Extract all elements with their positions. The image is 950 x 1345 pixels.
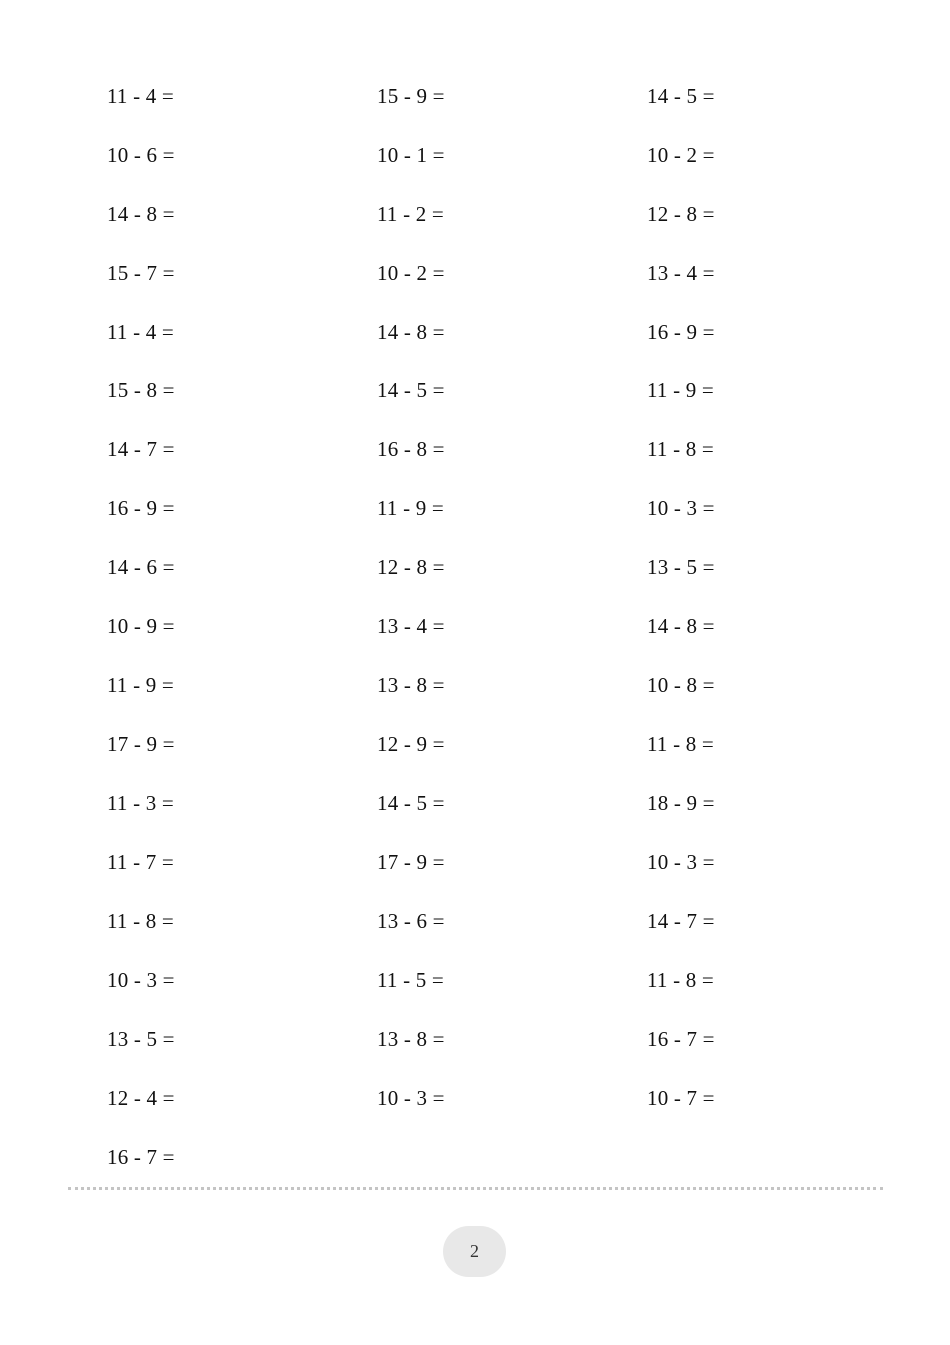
problem: 13 - 6 =	[377, 909, 445, 933]
problem-row	[0, 434, 950, 464]
problem: 11 - 5 =	[377, 968, 444, 992]
problem: 11 - 7 =	[107, 850, 174, 874]
problem-row	[0, 258, 950, 288]
problem: 13 - 4 =	[647, 261, 715, 285]
problem: 12 - 9 =	[377, 732, 445, 756]
problem-row	[0, 140, 950, 170]
problem-row	[0, 199, 950, 229]
problem: 14 - 6 =	[107, 555, 175, 579]
problem-row	[0, 81, 950, 111]
problem-row	[0, 1024, 950, 1054]
problem: 15 - 7 =	[107, 261, 175, 285]
problem: 11 - 8 =	[647, 437, 714, 461]
problem: 10 - 9 =	[107, 614, 175, 638]
page-number: 2	[470, 1241, 479, 1261]
problem-row	[0, 965, 950, 995]
problem: 11 - 9 =	[107, 673, 174, 697]
problem: 10 - 6 =	[107, 143, 175, 167]
problem: 14 - 5 =	[377, 378, 445, 402]
problem: 13 - 5 =	[647, 555, 715, 579]
problem: 16 - 7 =	[107, 1145, 175, 1169]
problem: 14 - 8 =	[647, 614, 715, 638]
problem: 10 - 2 =	[647, 143, 715, 167]
problem: 14 - 8 =	[377, 320, 445, 344]
problem: 11 - 8 =	[647, 968, 714, 992]
problem: 11 - 4 =	[107, 320, 174, 344]
problem: 11 - 2 =	[377, 202, 444, 226]
problem: 10 - 8 =	[647, 673, 715, 697]
problem: 11 - 8 =	[107, 909, 174, 933]
problem: 11 - 4 =	[107, 84, 174, 108]
problem-row	[0, 847, 950, 877]
problem-row	[0, 906, 950, 936]
problem: 10 - 3 =	[377, 1086, 445, 1110]
problem: 14 - 5 =	[377, 791, 445, 815]
problem: 12 - 8 =	[647, 202, 715, 226]
problem-row	[0, 1142, 950, 1172]
problem: 10 - 3 =	[107, 968, 175, 992]
problem: 14 - 5 =	[647, 84, 715, 108]
problem: 11 - 8 =	[647, 732, 714, 756]
problem-row	[0, 317, 950, 347]
problem: 12 - 8 =	[377, 555, 445, 579]
problem: 11 - 3 =	[107, 791, 174, 815]
problem-row	[0, 552, 950, 582]
problem: 16 - 9 =	[107, 496, 175, 520]
problem: 11 - 9 =	[647, 378, 714, 402]
problem: 14 - 7 =	[647, 909, 715, 933]
problem-row	[0, 493, 950, 523]
problem: 17 - 9 =	[377, 850, 445, 874]
problem: 10 - 3 =	[647, 496, 715, 520]
problem: 15 - 8 =	[107, 378, 175, 402]
problem: 13 - 4 =	[377, 614, 445, 638]
problem: 17 - 9 =	[107, 732, 175, 756]
problem: 11 - 9 =	[377, 496, 444, 520]
problem: 13 - 8 =	[377, 1027, 445, 1051]
problem-row	[0, 1083, 950, 1113]
problem: 16 - 8 =	[377, 437, 445, 461]
problem: 16 - 7 =	[647, 1027, 715, 1051]
problem: 12 - 4 =	[107, 1086, 175, 1110]
problem: 10 - 3 =	[647, 850, 715, 874]
problem: 13 - 8 =	[377, 673, 445, 697]
page-number-badge	[443, 1226, 506, 1277]
dotted-divider	[68, 1187, 883, 1190]
problem-row	[0, 375, 950, 405]
problem: 10 - 7 =	[647, 1086, 715, 1110]
problem: 16 - 9 =	[647, 320, 715, 344]
problem: 10 - 1 =	[377, 143, 445, 167]
problem: 14 - 7 =	[107, 437, 175, 461]
problem: 15 - 9 =	[377, 84, 445, 108]
problem: 13 - 5 =	[107, 1027, 175, 1051]
problem: 10 - 2 =	[377, 261, 445, 285]
problem-row	[0, 729, 950, 759]
problem-row	[0, 788, 950, 818]
problem: 14 - 8 =	[107, 202, 175, 226]
problem-row	[0, 611, 950, 641]
problem: 18 - 9 =	[647, 791, 715, 815]
problem-row	[0, 670, 950, 700]
